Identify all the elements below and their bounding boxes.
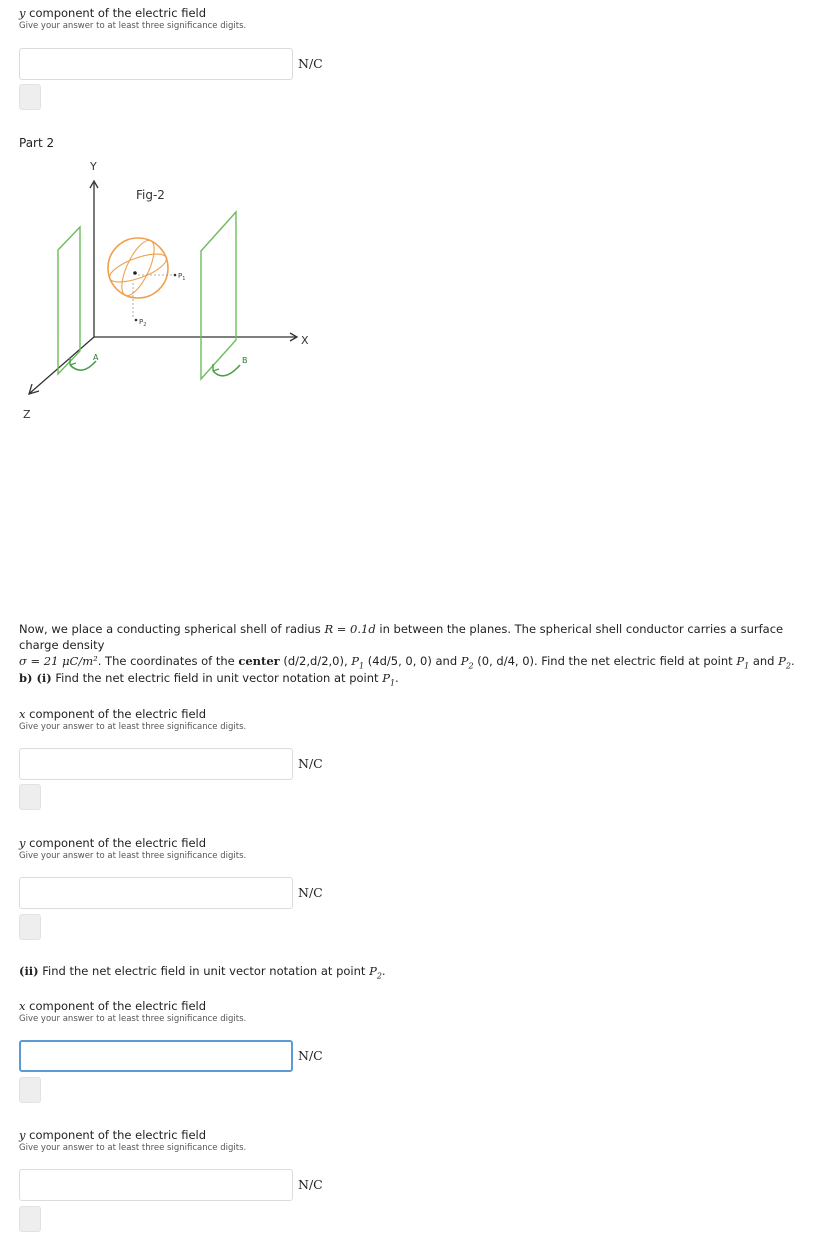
p1-label: $P_1$ xyxy=(178,272,186,282)
text-span: (4d/5, 0, 0) and xyxy=(364,654,461,668)
text-span: (0, d/4, 0). Find the net electric field at point xyxy=(473,654,737,668)
component-var: y xyxy=(19,836,26,850)
math-point: $P_1$ xyxy=(382,671,396,688)
math-p2: $P_2$ xyxy=(460,654,474,671)
plane-a-label: A xyxy=(93,353,99,362)
submit-button[interactable] xyxy=(19,1206,41,1232)
y-axis-label: Y xyxy=(90,160,97,173)
text-span: . xyxy=(790,654,795,668)
answer-input-b-i-y[interactable] xyxy=(19,877,293,909)
math-p1: $P_1$ xyxy=(736,654,750,671)
p2-label: $P_2$ xyxy=(139,318,147,328)
unit-label: N/C xyxy=(298,885,323,900)
z-axis xyxy=(30,337,94,393)
hint-text: Give your answer to at least three significance digits. xyxy=(19,851,247,861)
x-axis-label: X xyxy=(301,334,309,347)
answer-input-b-ii-y[interactable] xyxy=(19,1169,293,1201)
component-text: component of the electric field xyxy=(25,1128,207,1142)
component-text: component of the electric field xyxy=(25,999,207,1013)
submit-button[interactable] xyxy=(19,784,41,810)
component-var: x xyxy=(19,999,26,1013)
question-b-i xyxy=(19,671,399,687)
text-span: . xyxy=(381,964,386,978)
submit-button[interactable] xyxy=(19,1077,41,1103)
plane-b xyxy=(201,212,236,379)
submit-button[interactable] xyxy=(19,914,41,940)
text-span: (d/2,d/2,0), xyxy=(279,654,352,668)
text-span: in between the planes. The spherical shell conductor carries a surface charge density xyxy=(19,622,784,652)
question-text: Find the net electric field in unit vector notation at point xyxy=(38,964,370,978)
bold-center: center xyxy=(238,654,280,668)
component-text: component of the electric field xyxy=(25,836,207,850)
math-sigma: σ = 21 μC/m² xyxy=(19,654,98,668)
unit-label: N/C xyxy=(298,1177,323,1192)
hint-text: Give your answer to at least three significance digits. xyxy=(19,722,247,732)
sphere-equator xyxy=(106,248,169,287)
paragraph-line-1 xyxy=(19,621,819,653)
field-label-y xyxy=(19,1128,206,1142)
math-radius: R = 0.1d xyxy=(324,622,376,636)
figure-label: Fig-2 xyxy=(136,188,165,202)
plane-b-label: B xyxy=(242,356,248,365)
question-text: Find the net electric field in unit vector notation at point xyxy=(51,671,383,685)
math-p2: $P_2$ xyxy=(778,654,791,671)
unit-label: N/C xyxy=(298,756,323,771)
answer-input-y-top[interactable] xyxy=(19,48,293,80)
hint-text: Give your answer to at least three significance digits. xyxy=(19,1014,247,1024)
component-var: y xyxy=(19,6,26,20)
part-title: Part 2 xyxy=(19,136,55,150)
unit-label: N/C xyxy=(298,1048,323,1063)
text-span: . The coordinates of the xyxy=(97,654,239,668)
question-prefix: b) (i) xyxy=(19,671,52,685)
sphere-meridian xyxy=(115,236,160,300)
hint-text: Give your answer to at least three significance digits. xyxy=(19,1143,247,1153)
field-label-y-top xyxy=(19,6,206,20)
hint-text: Give your answer to at least three significance digits. xyxy=(19,21,247,31)
answer-input-b-ii-x[interactable] xyxy=(19,1040,293,1072)
plane-b-arrow xyxy=(213,365,240,376)
answer-input-b-i-x[interactable] xyxy=(19,748,293,780)
p2-point xyxy=(135,319,138,322)
text-span: . xyxy=(395,671,399,685)
problem-paragraph xyxy=(19,621,819,674)
question-prefix: (ii) xyxy=(19,964,39,978)
p1-point xyxy=(174,274,177,277)
component-text: component of the electric field xyxy=(25,707,207,721)
text-span: Now, we place a conducting spherical shell of radius xyxy=(19,622,325,636)
component-text: component of the electric field xyxy=(25,6,207,20)
math-point: $P_2$ xyxy=(369,964,382,981)
field-label-x xyxy=(19,707,206,721)
submit-button[interactable] xyxy=(19,84,41,110)
figure-fig-2 xyxy=(18,155,338,430)
text-span: and xyxy=(749,654,779,668)
component-var: x xyxy=(19,707,26,721)
component-var: y xyxy=(19,1128,26,1142)
sphere-center xyxy=(133,271,137,275)
unit-label: N/C xyxy=(298,56,323,71)
field-label-y xyxy=(19,836,206,850)
z-axis-label: Z xyxy=(23,408,31,421)
plane-a-arrow xyxy=(70,361,96,370)
math-p1: $P_1$ xyxy=(351,654,365,671)
question-b-ii xyxy=(19,964,386,980)
field-label-x xyxy=(19,999,206,1013)
